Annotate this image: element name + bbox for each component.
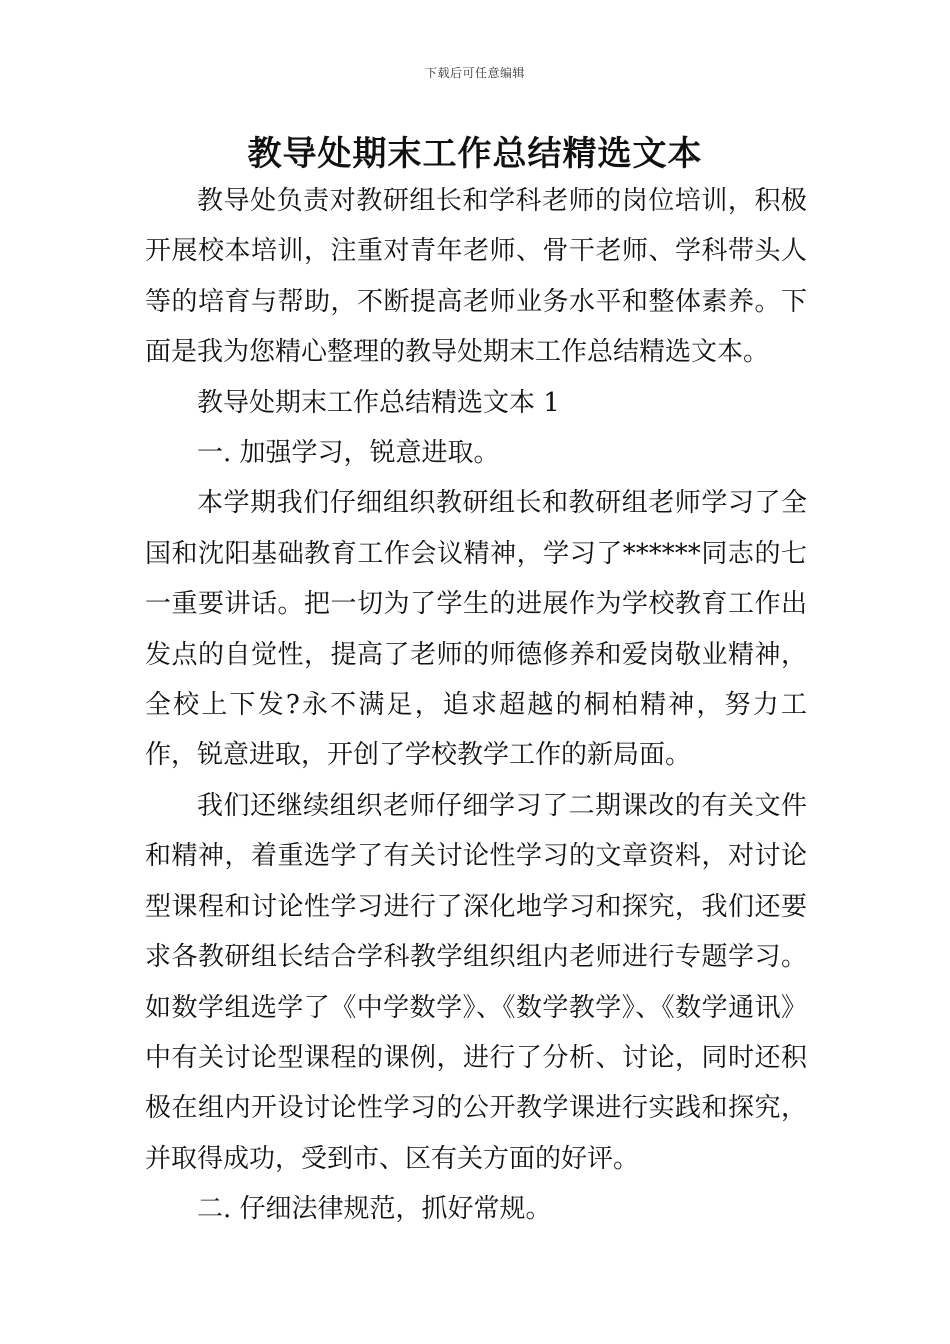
document-title: 教导处期末工作总结精选文本 bbox=[247, 134, 703, 174]
header-note: 下载后可任意编辑 bbox=[424, 66, 525, 80]
body-paragraph-2: 我们还继续组织老师仔细学习了二期课改的有关文件和精神，着重选学了有关讨论性学习的文章资料，对讨论型课程和讨论性学习进行了深化地学习和探究，我们还要求各教研组长结合学科教学组织组内老师进行专题学习。如数学组选学了《中学数学》、《数学教学》、《数学通讯》中有关讨论型课程的课例，进行了分析、讨论，同时还积极在组内开设讨论性学习的公开教学课进行实践和探究，并取得成功，受到市、区有关方面的好评。 bbox=[145, 790, 807, 1174]
section-heading-1: 教导处期末工作总结精选文本 1 bbox=[197, 387, 560, 418]
body-paragraph-1: 本学期我们仔细组织教研组长和教研组老师学习了全国和沈阳基础教育工作会议精神，学习了******同志的七一重要讲话。把一切为了学生的进展作为学校教育工作出发点的自觉性，提高了老师的师德修养和爱岗敬业精神，全校上下发?永不满足，追求超越的桐柏精神，努力工作，锐意进取，开创了学校教学工作的新局面。 bbox=[145, 488, 807, 771]
subsection-heading-2: 二. 仔细法律规范，抓好常规。 bbox=[197, 1194, 552, 1225]
subsection-heading-1: 一. 加强学习，锐意进取。 bbox=[197, 438, 500, 469]
document-body bbox=[145, 176, 807, 1235]
intro-paragraph: 教导处负责对教研组长和学科老师的岗位培训，积极开展校本培训，注重对青年老师、骨干老师、学科带头人等的培育与帮助，不断提高老师业务水平和整体素养。下面是我为您精心整理的教导处期末工作总结精选文本。 bbox=[145, 186, 807, 368]
